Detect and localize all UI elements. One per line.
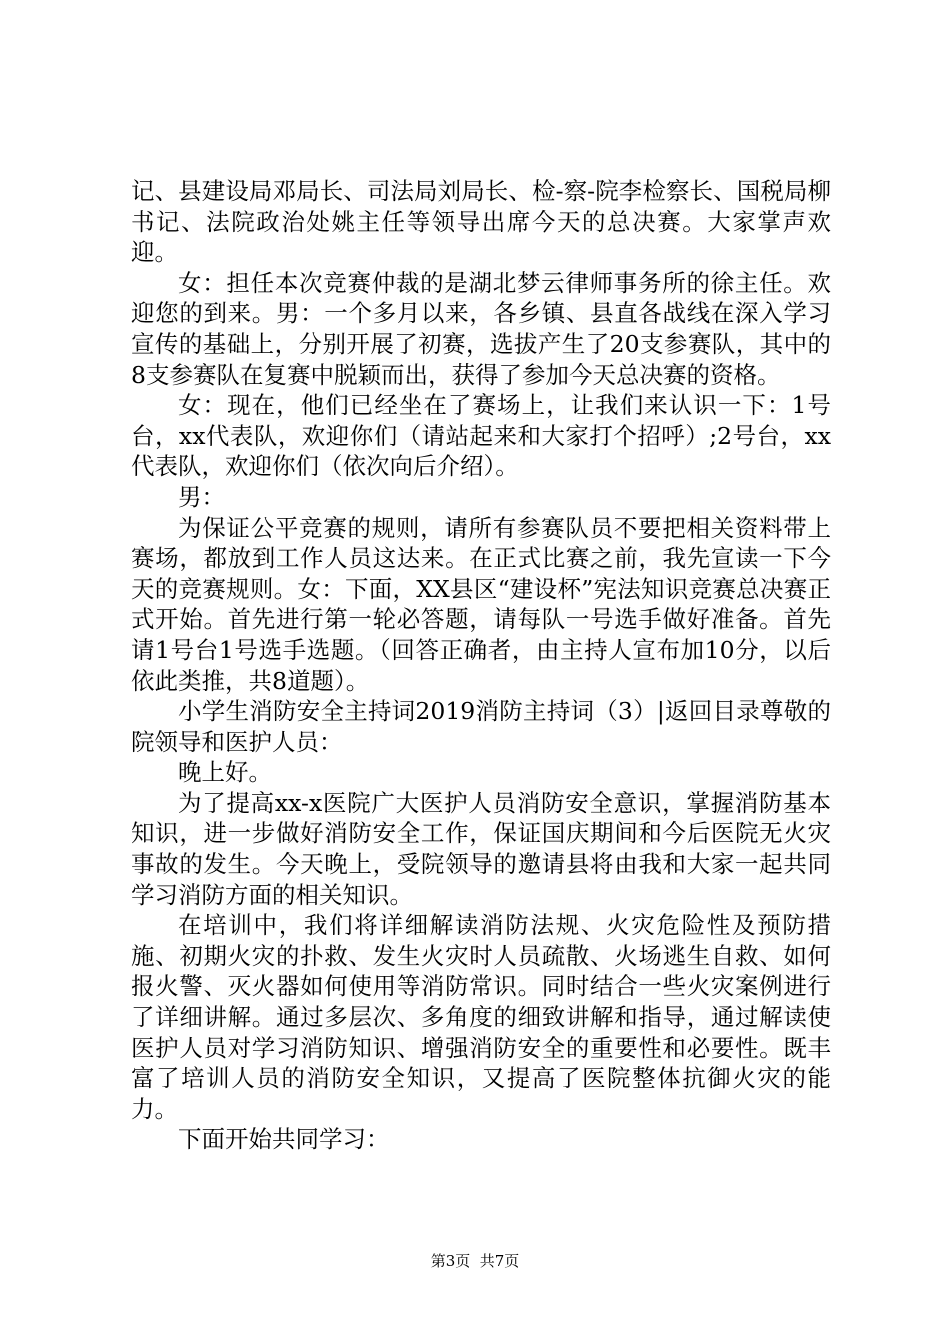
paragraph-4: 男： bbox=[178, 482, 225, 511]
paragraph-9: 在培训中，我们将详细解读消防法规、火灾危险性及预防措施、初期火灾的扑救、发生火灾时人员疏散、火场逃生自救、如何报火警、灭火器如何使用等消防常识。同时结合一些火灾案例进行了详细讲解。通过多层次、多角度的细致讲解和指导，通过解读使医护人员对学习消防知识、增强消防安全的重要性和必要性。既丰富了培训人员的消防安全知识，又提高了医院整体抗御火灾的能力。 bbox=[131, 911, 831, 1123]
page-number-footer: 第3页 共7页 bbox=[430, 1252, 520, 1270]
paragraph-10: 下面开始共同学习： bbox=[178, 1125, 390, 1154]
paragraph-6: 小学生消防安全主持词2019消防主持词（3）|返回目录尊敬的院领导和医护人员： bbox=[131, 697, 831, 756]
paragraph-2: 女：担任本次竞赛仲裁的是湖北梦云律师事务所的徐主任。欢迎您的到来。男：一个多月以来，各乡镇、县直各战线在深入学习宣传的基础上，分别开展了初赛，选拔产生了20支参赛队，其中的8支参赛队在复赛中脱颖而出，获得了参加今天总决赛的资格。 bbox=[131, 268, 831, 389]
document-body bbox=[131, 176, 831, 1155]
paragraph-3: 女：现在，他们已经坐在了赛场上，让我们来认识一下：1号台，xx代表队，欢迎你们（请站起来和大家打个招呼）;2号台，xx代表队，欢迎你们（依次向后介绍）。 bbox=[131, 391, 831, 481]
paragraph-8: 为了提高xx-x医院广大医护人员消防安全意识，掌握消防基本知识，进一步做好消防安全工作，保证国庆期间和今后医院无火灾事故的发生。今天晚上，受院领导的邀请县将由我和大家一起共同学习消防方面的相关知识。 bbox=[131, 788, 831, 909]
paragraph-5: 为保证公平竞赛的规则，请所有参赛队员不要把相关资料带上赛场，都放到工作人员这达来。在正式比赛之前，我先宣读一下今天的竞赛规则。女：下面，XX县区“建设杯”宪法知识竞赛总决赛正式开始。首先进行第一轮必答题，请每队一号选手做好准备。首先请1号台1号选手选题。（回答正确者，由主持人宣布加10分，以后依此类推，共8道题）。 bbox=[131, 513, 831, 695]
paragraph-7: 晚上好。 bbox=[178, 758, 272, 787]
paragraph-1: 记、县建设局邓局长、司法局刘局长、检-察-院李检察长、国税局柳书记、法院政治处姚主任等领导出席今天的总决赛。大家掌声欢迎。 bbox=[131, 177, 831, 267]
